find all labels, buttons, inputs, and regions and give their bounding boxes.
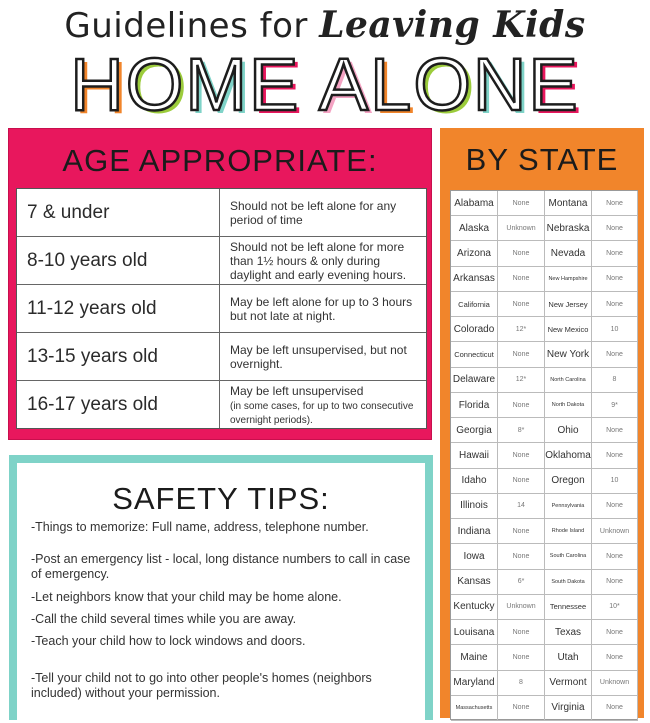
safety-heading: SAFETY TIPS: [112, 481, 330, 516]
state-age-value: None [498, 292, 545, 317]
state-name: New Mexico [545, 317, 592, 342]
state-name: Delaware [451, 368, 498, 393]
state-age-value: None [592, 292, 638, 317]
state-name: Kentucky [451, 595, 498, 620]
state-age-value: 9* [592, 393, 638, 418]
state-name: Pennsylvania [545, 494, 592, 519]
state-age-value: 14 [498, 494, 545, 519]
state-age-value: None [498, 443, 545, 468]
state-name: Maine [451, 645, 498, 670]
state-name: Massachusetts [451, 696, 498, 721]
state-age-value: None [498, 191, 545, 216]
state-age-value: None [498, 241, 545, 266]
state-age-value: Unknown [498, 216, 545, 241]
state-name: Ohio [545, 418, 592, 443]
title-letter: E [248, 43, 301, 126]
state-age-value: None [592, 570, 638, 595]
state-name: Arizona [451, 241, 498, 266]
state-name: Maryland [451, 671, 498, 696]
state-age-value: 8 [592, 368, 638, 393]
state-name: New Hampshire [545, 267, 592, 292]
age-rule-block [230, 199, 422, 227]
title-letter: O [413, 43, 473, 126]
age-rule: Should not be left alone for more than 1½ hours & only during daylight and early evening hours. [230, 239, 407, 282]
title-letter: L [370, 43, 414, 126]
state-age-value: 12* [498, 368, 545, 393]
age-rule: May be left alone for up to 3 hours but not late at night. [230, 294, 413, 323]
state-name: New York [545, 342, 592, 367]
title-letter: M [185, 43, 249, 126]
state-age-value: 10 [592, 469, 638, 494]
title-letter: N [472, 43, 529, 126]
state-name: Hawaii [451, 443, 498, 468]
state-name: Texas [545, 620, 592, 645]
state-name: Tennessee [545, 595, 592, 620]
state-age-value: None [498, 544, 545, 569]
state-age-value: None [592, 241, 638, 266]
state-name: North Carolina [545, 368, 592, 393]
title-letter: A [318, 43, 371, 126]
state-name: Arkansas [451, 267, 498, 292]
state-age-value: None [498, 519, 545, 544]
state-age-value: 8 [498, 671, 545, 696]
age-range: 13-15 years old [17, 333, 220, 380]
state-age-value: None [592, 216, 638, 241]
state-age-value: 6* [498, 570, 545, 595]
age-rule-cell [220, 189, 426, 236]
state-age-value: Unknown [498, 595, 545, 620]
state-age-value: None [498, 393, 545, 418]
age-rule-block [230, 240, 422, 282]
state-age-value: None [498, 342, 545, 367]
age-range: 7 & under [17, 189, 220, 236]
age-rule: May be left unsupervised, but not overnight. [230, 342, 407, 371]
state-name: Illinois [451, 494, 498, 519]
state-name: Alabama [451, 191, 498, 216]
state-age-value: None [592, 191, 638, 216]
age-heading: AGE APPROPRIATE: [62, 143, 378, 178]
state-age-value: 10* [592, 595, 638, 620]
safety-tip: -Tell your child not to go into other people's homes (neighbors included) without your permission. [31, 671, 372, 700]
age-row [17, 237, 426, 285]
state-age-value: None [592, 696, 638, 721]
state-age-value: None [498, 267, 545, 292]
state-name: Connecticut [451, 342, 498, 367]
main-title [0, 43, 650, 126]
age-rule-cell [220, 381, 426, 428]
state-age-value: None [498, 645, 545, 670]
state-age-value: None [498, 469, 545, 494]
state-name: South Carolina [545, 544, 592, 569]
age-rule-cell [220, 285, 426, 332]
state-table [450, 190, 638, 720]
state-age-value: None [592, 267, 638, 292]
title-line-1 [0, 4, 650, 46]
state-name: Louisana [451, 620, 498, 645]
age-range: 16-17 years old [17, 381, 220, 428]
state-name: Alaska [451, 216, 498, 241]
title-letter: E [528, 43, 580, 126]
state-age-value: None [592, 418, 638, 443]
state-age-value: Unknown [592, 519, 638, 544]
state-age-value: None [498, 620, 545, 645]
state-age-value: None [592, 645, 638, 670]
safety-tip: -Let neighbors know that your child may be home alone. [31, 590, 342, 604]
age-range: 11-12 years old [17, 285, 220, 332]
title-script-text: Leaving Kids [319, 4, 586, 46]
title-plain-text: Guidelines for [64, 6, 308, 46]
safety-tip: -Call the child several times while you are away. [31, 612, 297, 626]
state-age-value: None [592, 620, 638, 645]
age-range: 8-10 years old [17, 237, 220, 284]
age-rule: Should not be left alone for any period of time [230, 198, 397, 227]
state-name: Indiana [451, 519, 498, 544]
age-appropriate-panel [8, 128, 432, 440]
title-letter: H [70, 43, 126, 126]
by-state-panel [440, 128, 644, 718]
age-rule-note: (in some cases, for up to two consecutive overnight periods). [230, 400, 414, 426]
state-age-value: 12* [498, 317, 545, 342]
age-row [17, 189, 426, 237]
age-rule-cell [220, 333, 426, 380]
safety-tip: -Teach your child how to lock windows and doors. [31, 634, 306, 648]
safety-tip: -Things to memorize: Full name, address, telephone number. [31, 520, 369, 534]
state-name: Georgia [451, 418, 498, 443]
age-row [17, 285, 426, 333]
title-letter: O [125, 43, 186, 126]
age-rule-block [230, 384, 422, 426]
state-name: Oregon [545, 469, 592, 494]
state-age-value: None [592, 443, 638, 468]
state-name: Oklahoma [545, 443, 592, 468]
age-rule-block [230, 343, 422, 371]
state-name: Nebraska [545, 216, 592, 241]
state-name: South Dakota [545, 570, 592, 595]
age-row [17, 381, 426, 428]
age-table [16, 188, 427, 429]
safety-tips-panel [9, 455, 433, 720]
state-age-value: 10 [592, 317, 638, 342]
state-name: Colorado [451, 317, 498, 342]
age-row [17, 333, 426, 381]
state-name: Rhode Island [545, 519, 592, 544]
state-age-value: None [592, 494, 638, 519]
state-name: Kansas [451, 570, 498, 595]
state-name: Nevada [545, 241, 592, 266]
state-age-value: 8* [498, 418, 545, 443]
state-name: Idaho [451, 469, 498, 494]
age-rule-cell [220, 237, 426, 284]
state-name: Vermont [545, 671, 592, 696]
safety-tip: -Post an emergency list - local, long distance numbers to call in case of emergency. [31, 552, 411, 581]
state-name: Iowa [451, 544, 498, 569]
state-age-value: None [592, 342, 638, 367]
state-age-value: Unknown [592, 671, 638, 696]
state-name: California [451, 292, 498, 317]
age-rule-block [230, 295, 422, 323]
state-name: Virginia [545, 696, 592, 721]
age-rule: May be left unsupervised [230, 383, 364, 398]
state-age-value: None [498, 696, 545, 721]
state-name: Florida [451, 393, 498, 418]
state-age-value: None [592, 544, 638, 569]
state-name: New Jersey [545, 292, 592, 317]
state-name: North Dakota [545, 393, 592, 418]
state-heading: BY STATE [465, 142, 619, 177]
safety-tips-card [17, 463, 425, 723]
title-letter [300, 43, 318, 126]
state-name: Montana [545, 191, 592, 216]
state-name: Utah [545, 645, 592, 670]
